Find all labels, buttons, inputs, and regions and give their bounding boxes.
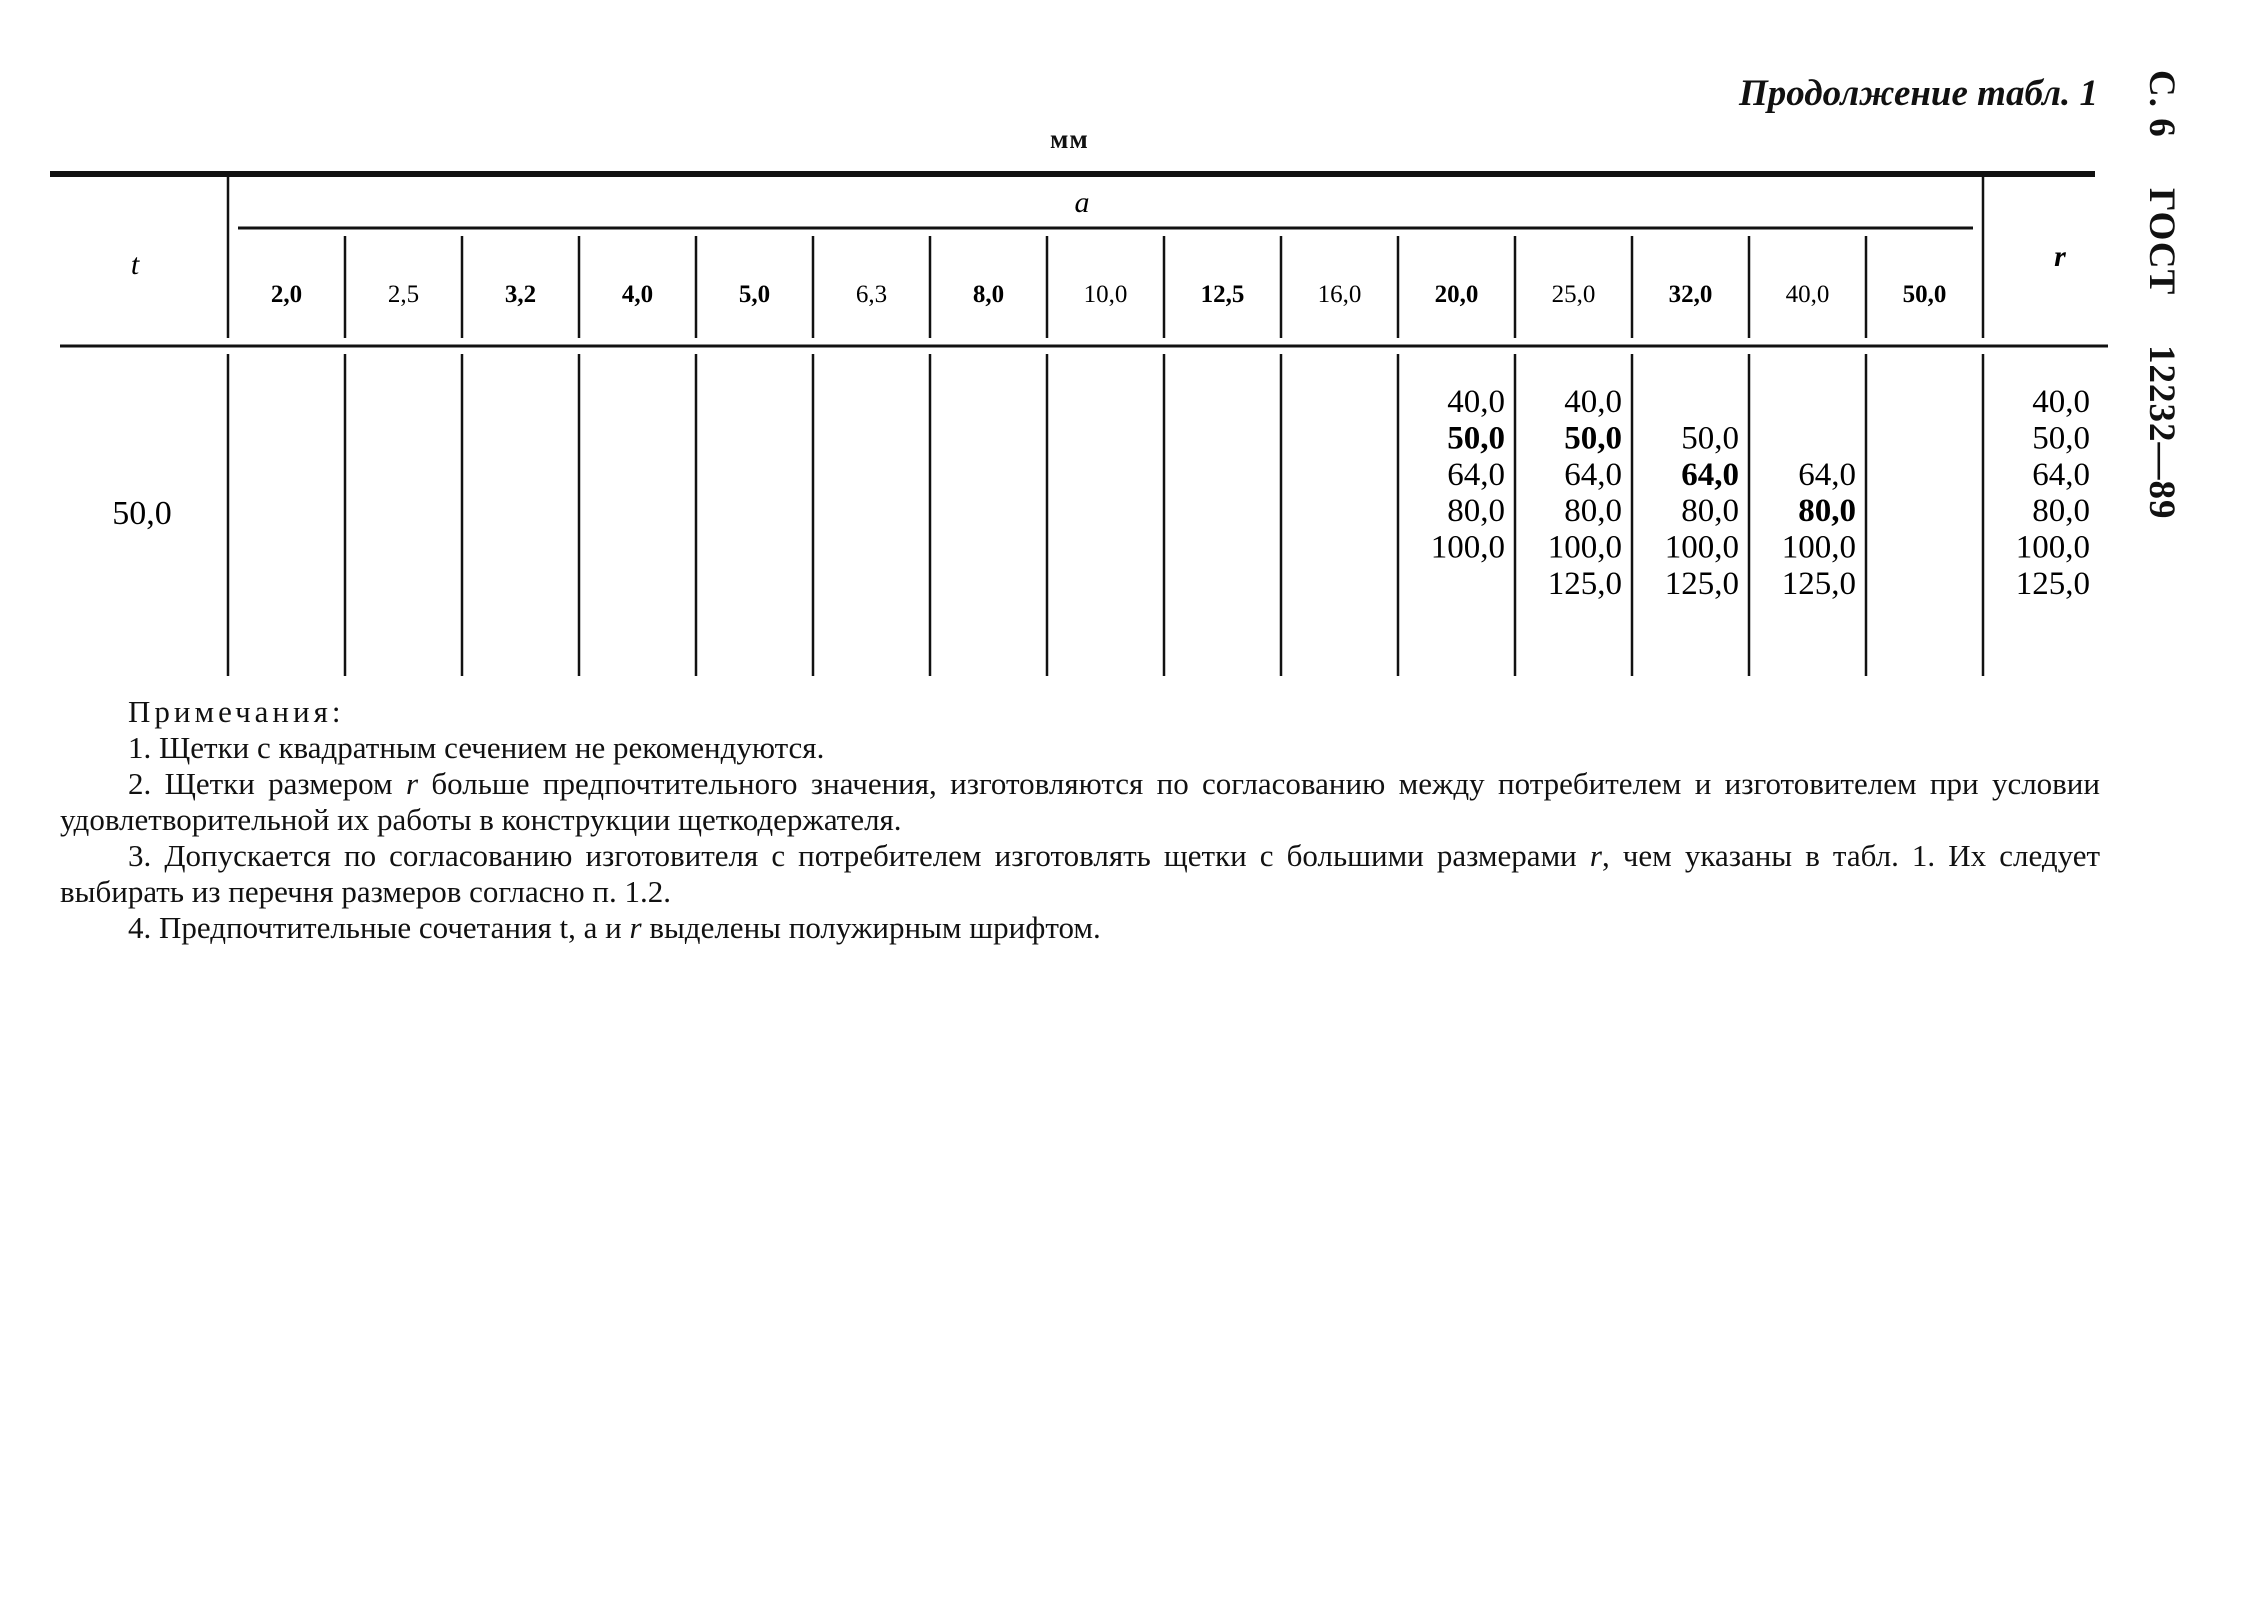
a-value-header: 50,0 xyxy=(1902,281,1947,308)
a-value-header: 2,5 xyxy=(387,281,420,308)
standard-number: 12232—89 xyxy=(2141,345,2182,520)
column-header-t: t xyxy=(130,248,140,281)
r-value: 64,0 xyxy=(2032,456,2090,493)
r-value: 100,0 xyxy=(2015,529,2090,566)
r-value-cell: 64,0 xyxy=(1681,456,1739,493)
r-value: 40,0 xyxy=(2032,384,2090,420)
a-value-header: 40,0 xyxy=(1785,281,1830,308)
r-value-cell: 125,0 xyxy=(1781,566,1856,602)
a-value-header: 25,0 xyxy=(1551,281,1596,308)
a-value-header: 32,0 xyxy=(1668,281,1713,308)
r-value-cell: 64,0 xyxy=(1564,456,1622,493)
r-value-cell: 100,0 xyxy=(1430,529,1505,566)
notes-section xyxy=(60,694,2100,946)
units-label: мм xyxy=(1050,124,1089,154)
r-value-cell: 80,0 xyxy=(1681,493,1739,530)
r-value-cell: 80,0 xyxy=(1798,493,1856,530)
a-value-header: 5,0 xyxy=(738,281,771,308)
r-value-cell: 100,0 xyxy=(1547,529,1622,566)
a-value-header: 8,0 xyxy=(972,281,1005,308)
r-value-cell: 80,0 xyxy=(1564,493,1622,530)
r-value-cell: 40,0 xyxy=(1564,384,1622,420)
a-value-header: 3,2 xyxy=(504,281,537,308)
a-value-header: 4,0 xyxy=(621,281,654,308)
r-value-cell: 100,0 xyxy=(1781,529,1856,566)
r-value-cell: 100,0 xyxy=(1664,529,1739,566)
r-value-cell: 125,0 xyxy=(1664,566,1739,602)
column-header-r: r xyxy=(2054,240,2066,273)
r-value: 50,0 xyxy=(2032,420,2090,457)
a-value-header: 10,0 xyxy=(1083,281,1128,308)
continuation-label: Продолжение табл. 1 xyxy=(1739,73,2098,114)
r-value-cell: 50,0 xyxy=(1564,420,1622,457)
note-item: 3. Допускается по согласованию изготовителя с потребителем изготовлять щетки с большими размерами r, чем указаны в табл. 1. Их следует выбирать из перечня размеров согласно п. 1.2. xyxy=(60,838,2100,909)
r-value-cell: 50,0 xyxy=(1447,420,1505,457)
r-value: 80,0 xyxy=(2032,493,2090,530)
t-value: 50,0 xyxy=(112,495,172,532)
r-value: 125,0 xyxy=(2015,566,2090,602)
note-item: 4. Предпочтительные сочетания t, a и r выделены полужирным шрифтом. xyxy=(128,910,1101,945)
r-value-cell: 50,0 xyxy=(1681,420,1739,457)
a-value-header: 16,0 xyxy=(1317,281,1362,308)
r-value-cell: 80,0 xyxy=(1447,493,1505,530)
column-header-a: a xyxy=(1074,186,1090,219)
note-item: 1. Щетки с квадратным сечением не рекомендуются. xyxy=(128,730,825,765)
page-number: С. 6 xyxy=(2141,70,2182,138)
a-value-header: 2,0 xyxy=(270,281,303,308)
a-value-header: 6,3 xyxy=(855,281,888,308)
standard-name: ГОСТ xyxy=(2141,187,2182,296)
r-value-cell: 125,0 xyxy=(1547,566,1622,602)
r-value-cell: 64,0 xyxy=(1798,456,1856,493)
a-value-header: 20,0 xyxy=(1434,281,1479,308)
r-value-cell: 40,0 xyxy=(1447,384,1505,420)
a-value-header: 12,5 xyxy=(1200,281,1245,308)
note-item: 2. Щетки размером r больше предпочтительного значения, изготовляются по согласованию между потребителем и изготовителем при условии удовлетворительной их работы в конструкции щеткодержателя. xyxy=(60,766,2100,837)
r-value-cell: 64,0 xyxy=(1447,456,1505,493)
notes-title: Примечания: xyxy=(128,694,345,729)
